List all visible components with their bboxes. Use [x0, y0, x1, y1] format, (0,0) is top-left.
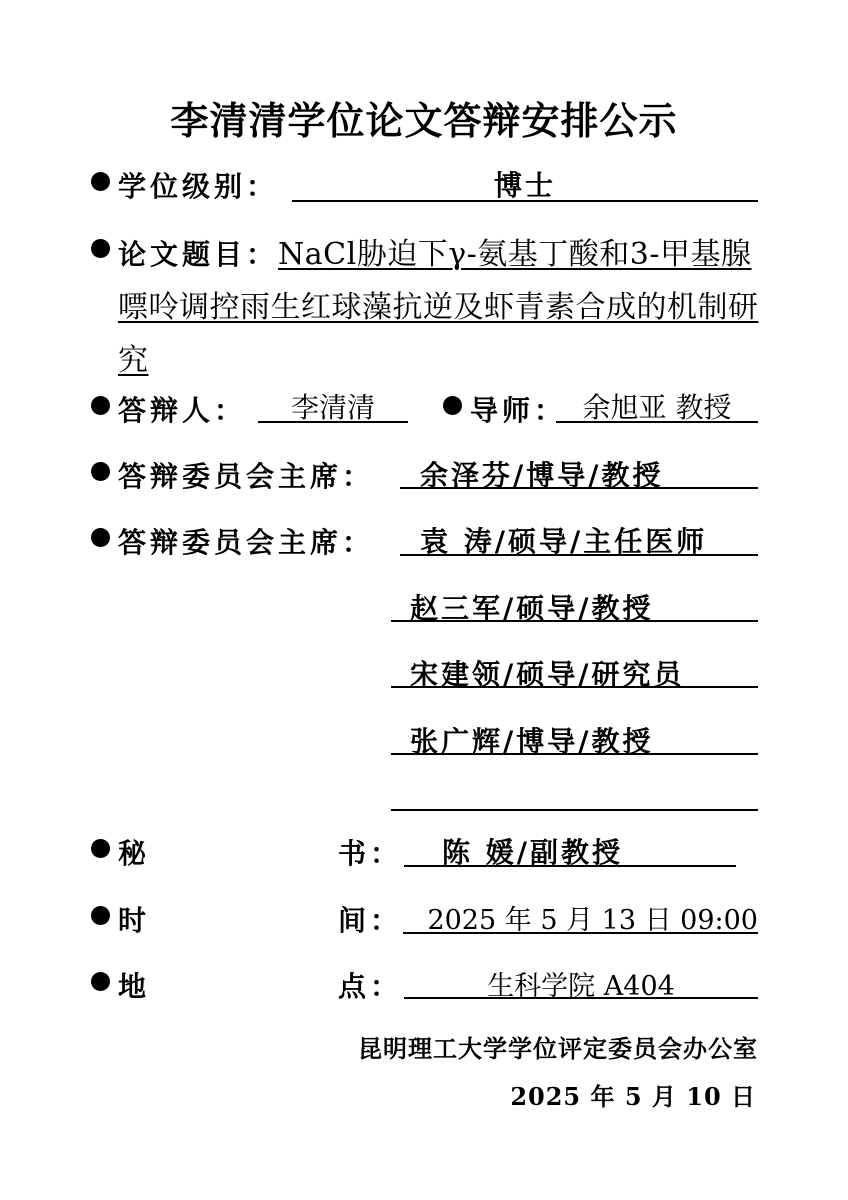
advisor-label: 导师：: [470, 394, 567, 427]
degree-value: 博士: [493, 169, 556, 202]
time-value: 2025 年 5 月 13 日 09:00: [427, 905, 758, 936]
bullet-icon: [91, 906, 110, 925]
bullet-icon: [91, 528, 110, 547]
committee-member: 赵三军/硕导/教授: [410, 592, 654, 625]
committee-member: 袁 涛/硕导/主任医师: [420, 525, 708, 558]
bullet-icon: [91, 396, 110, 415]
committee-underline: [391, 753, 758, 755]
degree-underline: [292, 200, 758, 202]
committee-member: 宋建领/硕导/研究员: [410, 658, 685, 691]
committee-underline: [400, 554, 758, 556]
location-underline: [404, 997, 758, 999]
page-title: 李清清学位论文答辩安排公示: [170, 98, 678, 143]
location-label-left: 地: [118, 970, 151, 1003]
committee-underline: [391, 620, 758, 622]
secretary-underline: [404, 865, 736, 867]
chair-label: 答辩委员会主席：: [118, 460, 375, 493]
bullet-icon: [91, 462, 110, 481]
defender-label: 答辩人：: [118, 394, 247, 427]
time-underline: [403, 932, 758, 934]
issuing-office: 昆明理工大学学位评定委员会办公室: [358, 1034, 758, 1063]
bullet-icon: [91, 839, 110, 858]
location-value: 生科学院 A404: [487, 971, 675, 1002]
time-label-left: 时: [118, 904, 151, 937]
thesis-label: 论文题目：: [118, 238, 279, 271]
committee-label: 答辩委员会主席：: [118, 526, 375, 559]
time-label-right: 间：: [338, 904, 403, 937]
chair-underline: [400, 487, 758, 489]
issue-date: 2025 年 5 月 10 日: [510, 1082, 756, 1111]
secretary-value: 陈 媛/副教授: [442, 836, 623, 869]
chair-value: 余泽芬/博导/教授: [420, 459, 664, 492]
committee-underline: [391, 809, 758, 811]
secretary-label-left: 秘: [118, 837, 151, 870]
secretary-label-right: 书：: [338, 837, 403, 870]
advisor-underline: [556, 421, 758, 423]
location-label-right: 点：: [338, 970, 403, 1003]
thesis-block: [118, 228, 760, 387]
degree-label: 学位级别：: [118, 170, 279, 203]
committee-member: 张广辉/博导/教授: [410, 725, 654, 758]
defender-value: 李清清: [290, 391, 375, 424]
committee-underline: [391, 686, 758, 688]
bullet-icon: [91, 172, 110, 191]
advisor-value: 余旭亚 教授: [582, 391, 732, 424]
defender-underline: [258, 421, 408, 423]
bullet-icon: [91, 972, 110, 991]
bullet-icon: [443, 396, 462, 415]
bullet-icon: [91, 239, 110, 258]
thesis-title: NaCl胁迫下γ-氨基丁酸和3-甲基腺嘌呤调控雨生红球藻抗逆及虾青素合成的机制研究: [118, 237, 759, 378]
